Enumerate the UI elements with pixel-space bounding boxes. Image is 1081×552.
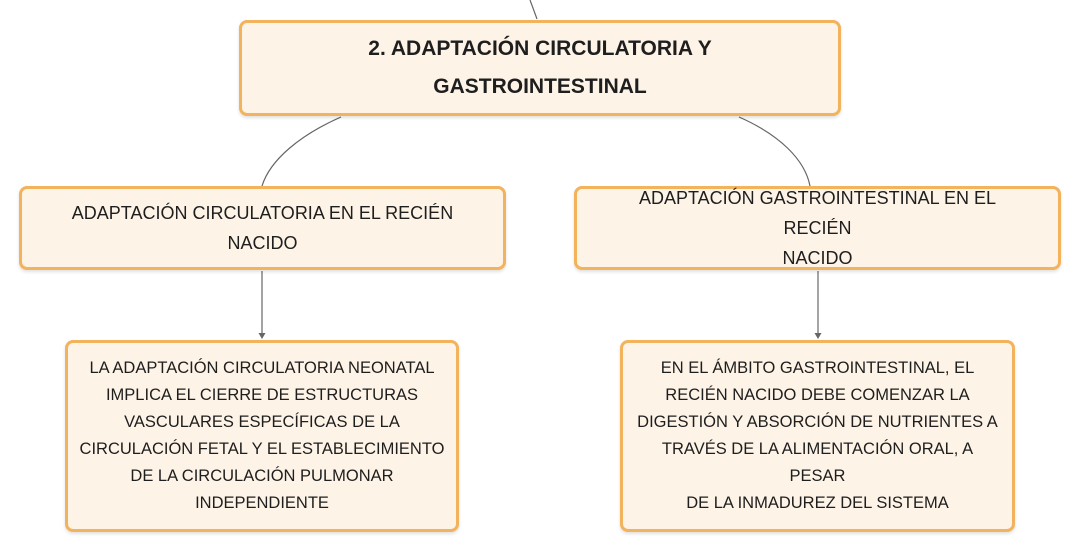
circulatory-detail-line: DE LA CIRCULACIÓN PULMONAR — [130, 467, 394, 485]
gastrointestinal-detail-text — [633, 355, 1002, 517]
circulatory-label-line-1: ADAPTACIÓN CIRCULATORIA EN EL RECIÉN — [71, 203, 454, 223]
gastrointestinal-detail-line: EN EL ÁMBITO GASTROINTESTINAL, EL — [660, 359, 975, 377]
root-node[interactable] — [239, 20, 841, 116]
connector-root-to-circulatory — [262, 117, 341, 186]
arrowhead-circulatory-icon — [259, 333, 266, 339]
gastrointestinal-detail-node[interactable] — [620, 340, 1015, 532]
circulatory-detail-line: LA ADAPTACIÓN CIRCULATORIA NEONATAL — [89, 359, 435, 377]
connector-from-parent — [530, 0, 537, 19]
circulatory-detail-line: VASCULARES ESPECÍFICAS DE LA — [124, 413, 400, 431]
root-label-line-1: 2. ADAPTACIÓN CIRCULATORIA Y — [368, 37, 712, 60]
gastrointestinal-adaptation-label — [607, 183, 1028, 273]
arrowhead-gastrointestinal-icon — [815, 333, 822, 339]
circulatory-detail-line: IMPLICA EL CIERRE DE ESTRUCTURAS — [105, 386, 419, 404]
gastrointestinal-label-line-2: NACIDO — [782, 248, 853, 268]
circulatory-detail-node[interactable] — [65, 340, 459, 532]
gastrointestinal-detail-line: RECIÉN NACIDO DEBE COMENZAR LA — [665, 386, 970, 404]
gastrointestinal-detail-line: DE LA INMADUREZ DEL SISTEMA — [686, 494, 949, 512]
circulatory-adaptation-label — [72, 198, 453, 258]
circulatory-detail-text — [80, 355, 445, 517]
gastrointestinal-detail-line: DIGESTIÓN Y ABSORCIÓN DE NUTRIENTES A — [637, 413, 998, 431]
gastrointestinal-detail-line: TRAVÉS DE LA ALIMENTACIÓN ORAL, A PESAR — [661, 440, 974, 485]
circulatory-label-line-2: NACIDO — [227, 233, 298, 253]
circulatory-adaptation-node[interactable] — [19, 186, 506, 270]
gastrointestinal-adaptation-node[interactable] — [574, 186, 1061, 270]
circulatory-detail-line: INDEPENDIENTE — [195, 494, 329, 512]
gastrointestinal-label-line-1: ADAPTACIÓN GASTROINTESTINAL EN EL RECIÉN — [638, 188, 997, 238]
circulatory-detail-line: CIRCULACIÓN FETAL Y EL ESTABLECIMIENTO — [79, 440, 445, 458]
root-label-line-2: GASTROINTESTINAL — [433, 75, 647, 98]
root-node-label — [368, 30, 711, 106]
connector-root-to-gastrointestinal — [739, 117, 810, 186]
